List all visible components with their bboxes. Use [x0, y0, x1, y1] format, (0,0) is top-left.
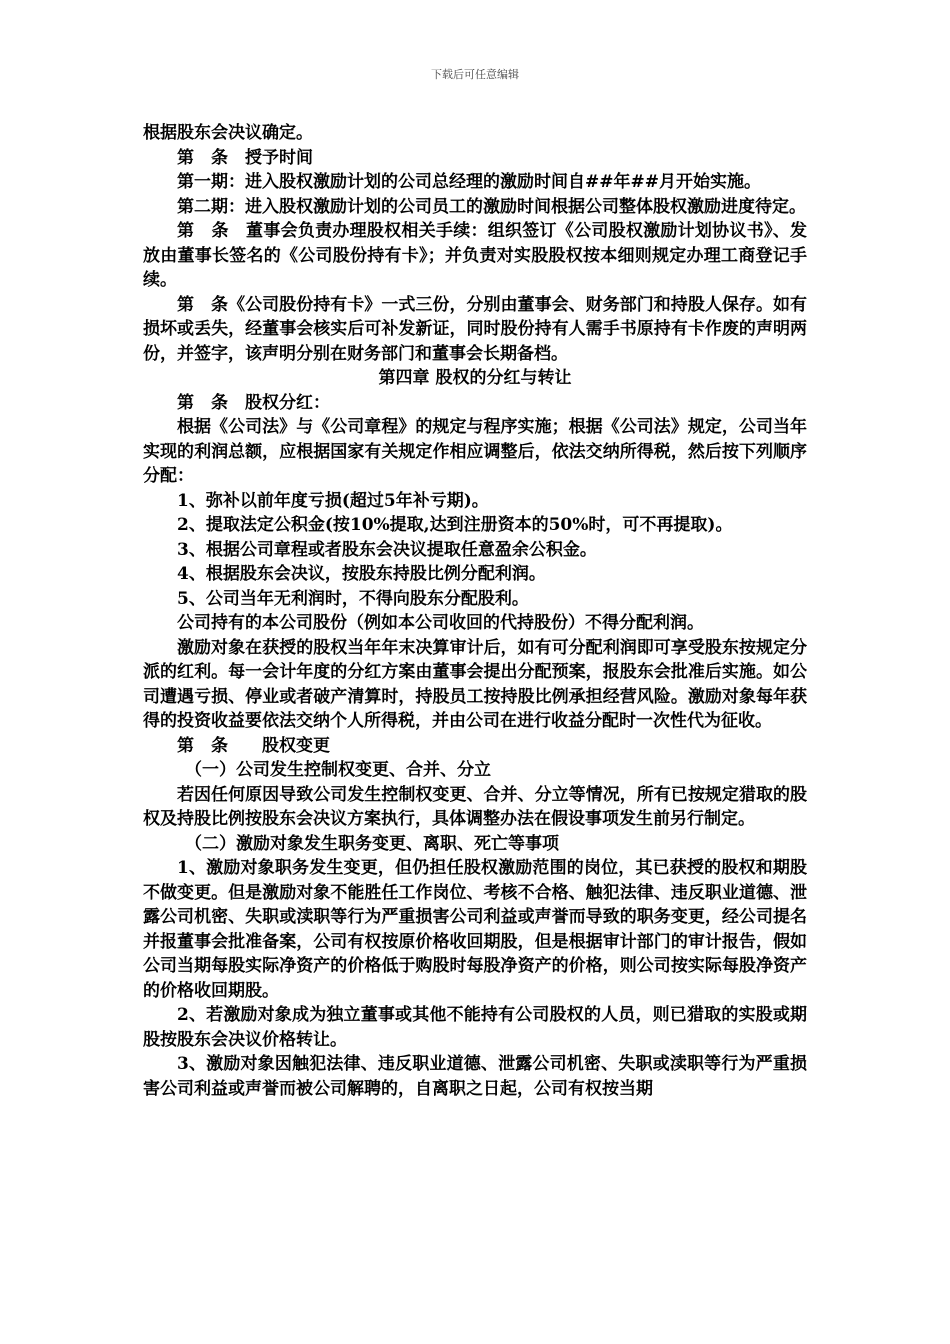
article-dividend: 第 条 股权分红： [177, 392, 330, 413]
chapter-heading: 第四章 股权的分红与转让 [378, 368, 572, 388]
incentive-dividend-paragraph: 激励对象在获授的股权当年年末决算审计后，如有可分配利润即可享受股东按规定分派的红利。每一会计年度的分红方案由董事会提出分配预案，报股东会批准后实施。如公司遭遇亏损、停业或者破产清算时，持股员工按持股比例承担经营风险。激励对象每年获得的投资收益要依法交纳个人所得税，并由公司在进行收益分配时一次性代为征收。 [143, 637, 807, 731]
position-change-item-2: 2、若激励对象成为独立董事或其他不能持有公司股权的人员，则已猎取的实股或期股按股东会决议价格转让。 [143, 1005, 807, 1050]
page-header-note: 下载后可任意编辑 [431, 68, 519, 81]
paragraph-continuation: 根据股东会决议确定。 [143, 123, 313, 143]
phase-one: 第一期：进入股权激励计划的公司总经理的激励时间自##年##月开始实施。 [177, 172, 761, 192]
control-change-paragraph: 若因任何原因导致公司发生控制权变更、合并、分立等情况，所有已按规定猎取的股权及持股比例按股东会决议方案执行，具体调整办法在假设事项发生前另行制定。 [143, 784, 807, 829]
position-change-item-3: 3、激励对象因触犯法律、违反职业道德、泄露公司机密、失职或渎职等行为严重损害公司利益或声誉而被公司解聘的，自离职之日起，公司有权按当期 [143, 1054, 807, 1099]
distribution-item-3: 3、根据公司章程或者股东会决议提取任意盈余公积金。 [177, 539, 597, 560]
article-board-procedures: 第 条 董事会负责办理股权相关手续：组织签订《公司股权激励计划协议书》、发放由董事长签名的《公司股份持有卡》；并负责对实股股权按本细则规定办理工商登记手续。 [143, 221, 807, 290]
distribution-item-2: 2、提取法定公积金(按10%提取,达到注册资本的50%时，可不再提取)。 [177, 515, 733, 535]
subsection-position-change: （二）激励对象发生职务变更、离职、死亡等事项 [185, 833, 559, 854]
article-holding-card: 第 条《公司股份持有卡》一式三份，分别由董事会、财务部门和持股人保存。如有损坏或丢失，经董事会核实后可补发新证，同时股份持有人需手书原持有卡作废的声明两份，并签字，该声明分别在财务部门和董事会长期备档。 [143, 294, 807, 364]
article-equity-change: 第 条 股权变更 [177, 735, 330, 756]
distribution-item-5: 5、公司当年无利润时，不得向股东分配股利。 [177, 588, 529, 609]
company-held-shares-note: 公司持有的本公司股份（例如本公司收回的代持股份）不得分配利润。 [177, 613, 704, 633]
subsection-control-change: （一）公司发生控制权变更、合并、分立 [185, 760, 491, 780]
distribution-item-1: 1、弥补以前年度亏损(超过5年补亏期)。 [177, 490, 489, 511]
distribution-item-4: 4、根据股东会决议，按股东持股比例分配利润。 [177, 564, 546, 584]
phase-two: 第二期：进入股权激励计划的公司员工的激励时间根据公司整体股权激励进度待定。 [177, 196, 806, 217]
position-change-item-1: 1、激励对象职务发生变更，但仍担任股权激励范围的岗位，其已获授的股权和期股不做变更。但是激励对象不能胜任工作岗位、考核不合格、触犯法律、违反职业道德、泄露公司机密、失职或渎职等行为严重损害公司利益或声誉而导致的职务变更，经公司提名并报董事会批准备案，公司有权按原价格收回期股，但是根据审计部门的审计报告，假如公司当期每股实际净资产的价格低于购股时每股净资产的价格，则公司按实际每股净资产的价格收回期股。 [143, 858, 807, 1001]
dividend-basis: 根据《公司法》与《公司章程》的规定与程序实施；根据《公司法》规定，公司当年实现的利润总额，应根据国家有关规定作相应调整后，依法交纳所得税，然后按下列顺序分配： [143, 417, 807, 486]
document-body [143, 121, 807, 1101]
article-grant-time: 第 条 授予时间 [177, 147, 313, 168]
